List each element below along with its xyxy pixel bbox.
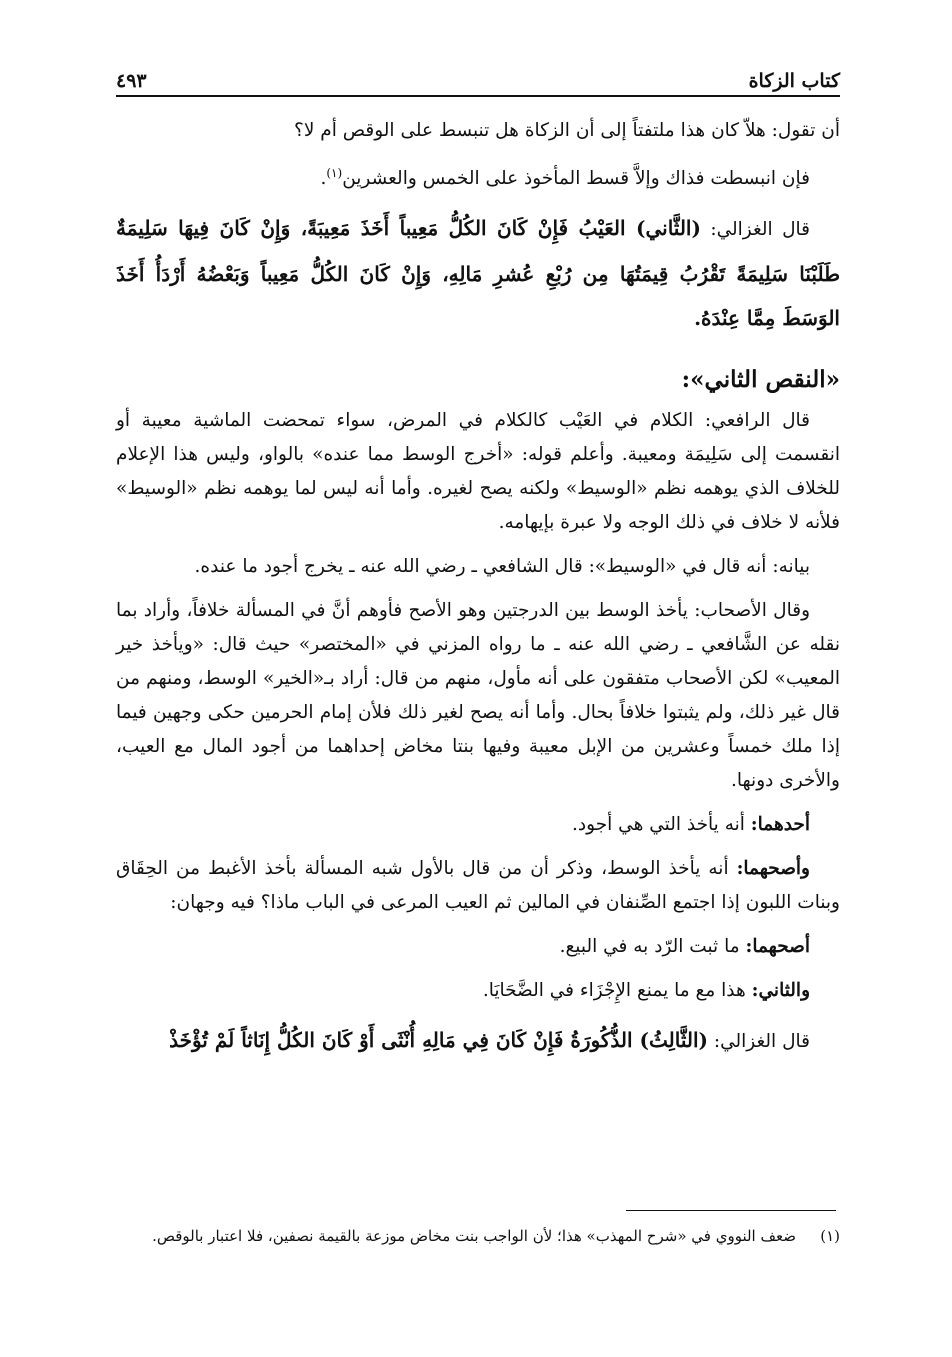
footnote-rule bbox=[626, 1210, 836, 1211]
ghazali-quote-3-text: (الثَّالِثُ) الذُّكُورَةُ فَإِنْ كَانَ فِي مَالِهِ أُنْثَى أَوْ كَانَ الكُلُّ إِنَاثاً لَمْ تُؤْخَذْ bbox=[169, 1028, 708, 1053]
paragraph-6: وقال الأصحاب: يأخذ الوسط بين الدرجتين وهو الأصح فأوهم أنَّ في المسألة خلافاً، وأراد بما نقله عن الشَّافعي ـ رضي الله عنه ـ ما رواه المزني في «المختصر» حيث قال: «ويأخذ خير المعيب» لكن الأصحاب متفقون على أنه مأول، منهم من قال: أراد بـ«الخير» الوسط، ومنهم من قال غير ذلك، ولم يثبتوا خلافاً بحال. وأما أنه يصح لغير ذلك فلأن إمام الحرمين حكى وجهين فيما إذا ملك خمساً وعشرين من الإبل معيبة وفيها بنتا مخاض إحداهما من أجود المال مع العيب، والأخرى دونها. bbox=[116, 600, 840, 792]
paragraph-2 bbox=[116, 156, 840, 196]
header-rule bbox=[116, 95, 840, 97]
paragraph-5: بيانه: أنه قال في «الوسيط»: قال الشافعي ـ رضي الله عنه ـ يخرج أجود ما عنده. bbox=[194, 556, 810, 578]
main-text bbox=[116, 114, 840, 1074]
header-title: كتاب الزكاة bbox=[748, 70, 840, 92]
paragraph-8-label: وأصحهما: bbox=[736, 858, 810, 880]
paragraph-7-text: أنه يأخذ التي هي أجود. bbox=[572, 814, 751, 836]
paragraph-2-end: . bbox=[320, 168, 327, 190]
ghazali-quote-2-intro: قال الغزالي: bbox=[700, 219, 810, 241]
paragraph-8-text: أنه يأخذ الوسط، وذكر أن من قال بالأول شبه المسألة بأخذ الأغبط من الحِقَاق وبنات اللبون إذا اجتمع الصِّنفان في المالين ثم العيب المرعى في الباب ماذا؟ فيه وجهان: bbox=[116, 858, 840, 914]
running-header bbox=[116, 58, 840, 92]
paragraph-7 bbox=[116, 808, 840, 842]
paragraph-7-label: أحدهما: bbox=[750, 814, 810, 836]
paragraph-10-label: والثاني: bbox=[751, 980, 810, 1002]
paragraph-9-label: أصحهما: bbox=[745, 936, 810, 958]
paragraph-2-text: فإن انبسطت فذاك وإلاَّ قسط المأخوذ على الخمس والعشرين bbox=[342, 168, 810, 190]
ghazali-quote-2-text: (الثَّاني) العَيْبُ فَإِنْ كَانَ الكُلُّ مَعِيباً أَخَذَ مَعِيبَةً، وَإِنْ كَانَ فِيهَا سَلِيمَةٌ طَلَبْنَا سَلِيمَةً تَقْرُبُ قِيمَتُهَا مِن رُبْعِ عُشرِ مَالِهِ، وَإِنْ كَانَ الكُلُّ مَعِيباً وَبَعْضُهُ أَرْدَأُ أَخَذَ الوَسَطَ مِمَّا عِنْدَهُ. bbox=[116, 216, 840, 331]
paragraph-10 bbox=[116, 974, 840, 1008]
ghazali-quote-3-intro: قال الغزالي: bbox=[707, 1031, 810, 1053]
paragraph-9-text: ما ثبت الرّد به في البيع. bbox=[559, 936, 746, 958]
paragraph-10-text: هذا مع ما يمنع الإِجْزَاء في الضَّحَايَا. bbox=[482, 980, 752, 1002]
page-number: ٤٩٣ bbox=[116, 70, 147, 92]
footnote-reference: (١) bbox=[326, 166, 343, 180]
paragraph-8 bbox=[116, 852, 840, 920]
paragraph-4: قال الرافعي: الكلام في العَيْب كالكلام في المرض، سواء تمحضت الماشية معيبة أو انقسمت إلى سَلِيمَة ومعيبة. وأعلم قوله: «أخرج الوسط مما عنده» بالواو، وليس هذا الإعلام للخلاف الذي يوهمه نظم «الوسيط» ولكنه يصح لغيره. وأما أنه ليس لما يوهمه نظم «الوسيط» فلأنه لا خلاف في ذلك الوجه ولا عبرة بإيهامه. bbox=[116, 410, 840, 534]
ghazali-quote-3 bbox=[116, 1018, 840, 1064]
footnote-number: (١) bbox=[820, 1227, 840, 1245]
footnote bbox=[116, 1222, 840, 1251]
footnote-text: ضعف النووي في «شرح المهذب» هذا؛ لأن الواجب بنت مخاض موزعة بالقيمة نصفين، فلا اعتبار بالوقص. bbox=[152, 1227, 796, 1245]
paragraph-1: أن تقول: هلاّ كان هذا ملتفتاً إلى أن الزكاة هل تنبسط على الوقص أم لا؟ bbox=[294, 120, 840, 141]
ghazali-quote-2 bbox=[116, 206, 840, 340]
paragraph-9 bbox=[116, 930, 840, 964]
section-title: «النقص الثاني»: bbox=[681, 366, 840, 394]
